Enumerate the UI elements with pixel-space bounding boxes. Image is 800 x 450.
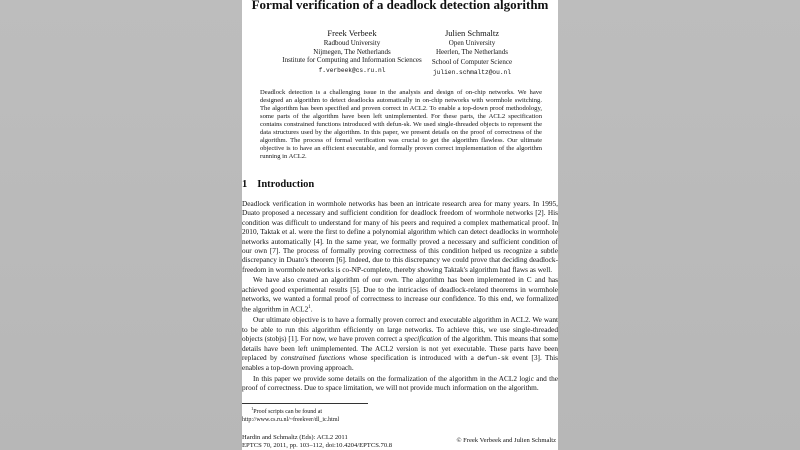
footnote bbox=[242, 405, 339, 424]
footnote-rule bbox=[242, 403, 368, 404]
paragraph-text: whose specification is introduced with a bbox=[345, 352, 478, 362]
author-name: Julien Schmaltz bbox=[444, 28, 500, 38]
author-institute: Institute for Computing and Information Sciences bbox=[282, 56, 422, 65]
blurred-background-left bbox=[0, 0, 242, 450]
author-block-1 bbox=[282, 28, 422, 75]
paragraph-text-end: . bbox=[310, 304, 313, 314]
section-heading bbox=[242, 179, 314, 190]
code-text: defun-sk bbox=[477, 354, 509, 362]
author-affiliation: Open University bbox=[448, 39, 496, 47]
copyright-notice: © Freek Verbeek and Julien Schmaltz bbox=[456, 437, 556, 444]
section-title: Introduction bbox=[257, 179, 315, 190]
paragraph-text: We have also created an algorithm of our own. The algorithm has been implemented in C and has achieved good experimental results [5]. Due to the intricacies of deadlock-related theorems in wormhole networks, we wanted a formal proof of correctness to increase our confidence. To this end, we formalized the algorithm in ACL2 bbox=[242, 275, 558, 314]
publication-doi: EPTCS 70, 2011, pp. 103–112, doi:10.4204/EPTCS.70.8 bbox=[242, 442, 393, 450]
footnote-mark: 1 bbox=[251, 406, 254, 411]
emphasis-text: constrained functions bbox=[280, 352, 346, 362]
author-block-2 bbox=[422, 28, 522, 77]
author-institute: School of Computer Science bbox=[431, 58, 513, 67]
abstract: Deadlock detection is a challenging issue in the analysis and design of on-chip networks. We have designed an algorithm to detect deadlocks automatically in on-chip networks with wormhole switching. The algorithm has been specified and proven correct in ACL2. To enable a top-down proof methodology, some parts of the algorithm have been left unimplemented. For these parts, the ACL2 specification contains constrained functions introduced with defun-sk. We used single-threaded objects to represent the data structures used by the algorithm. In this paper, we present details on the proof of correctness of the algorithm. The process of formal verification was crucial to get the algorithm flawless. Our ultimate objective is to have an efficient executable, and formally proven correct implementation of the algorithm running in ACL2. bbox=[260, 89, 542, 161]
footnote-text: Proof scripts can be found at bbox=[253, 409, 323, 415]
author-email: julien.schmaltz@ou.nl bbox=[433, 68, 511, 76]
paragraph bbox=[242, 315, 558, 372]
emphasis-text: specification bbox=[404, 334, 442, 344]
author-email: f.verbeek@cs.ru.nl bbox=[318, 66, 386, 74]
paragraph: In this paper we provide some details on the formalization of the algorithm in the ACL2 logic and the proof of correctness. Due to space limitation, we will not provide much information on the algorithm. bbox=[242, 373, 558, 393]
publication-info bbox=[242, 434, 392, 450]
footnote-mark: 1 bbox=[308, 305, 311, 311]
paragraph-text: of the algorithm. This means that some details have been left unimplemented. The ACL2 version is not yet executable. These parts have been replaced by bbox=[242, 334, 558, 362]
paper-title: Formal verification of a deadlock detection algorithm bbox=[251, 0, 549, 12]
publication-line: Hardin and Schmaltz (Eds): ACL2 2011 bbox=[242, 434, 348, 441]
paper-page bbox=[242, 0, 558, 450]
section-number: 1 bbox=[242, 179, 248, 190]
author-location: Nijmegen, The Netherlands bbox=[313, 47, 391, 56]
author-name: Freek Verbeek bbox=[327, 28, 377, 38]
body-text bbox=[242, 199, 558, 393]
paragraph bbox=[242, 275, 558, 314]
paragraph-text: Our ultimate objective is to have a formally proven correct and executable algorithm in ACL2. We want to be able to run this algorithm efficiently on large networks. To achieve this, we use single-threaded objects (stobjs) [1]. For now, we have proven correct a bbox=[242, 315, 558, 344]
author-location: Heerlen, The Netherlands bbox=[436, 47, 508, 56]
blurred-background-right bbox=[558, 0, 800, 450]
paragraph-text: event [3]. This enables a top-down proving approach. bbox=[242, 352, 558, 373]
author-affiliation: Radboud University bbox=[323, 39, 381, 47]
footnote-url[interactable]: http://www.cs.ru.nl/~freekver/dl_ic.html bbox=[242, 416, 340, 423]
paragraph: Deadlock verification in wormhole networks has been an intricate research area for many years. In 1995, Duato proposed a necessary and sufficient condition for deadlock freedom of wormhole networks [2]. His condition was difficult to understand for many of his peers and required a complex mathematical proof. In 2010, Taktak et al. were the first to define a polynomial algorithm which can detect deadlocks in wormhole networks automatically [4]. In the same year, we formally proved a necessary and sufficient condition of our own [7]. The process of formally proving correctness of this condition helped us recognize a subtle discrepancy in Duato's theorem [6]. Indeed, due to this discrepancy we could prove that deciding deadlock-freedom in wormhole networks is co-NP-complete, thereby showing Taktak's algorithm had flaws as well. bbox=[242, 199, 558, 274]
